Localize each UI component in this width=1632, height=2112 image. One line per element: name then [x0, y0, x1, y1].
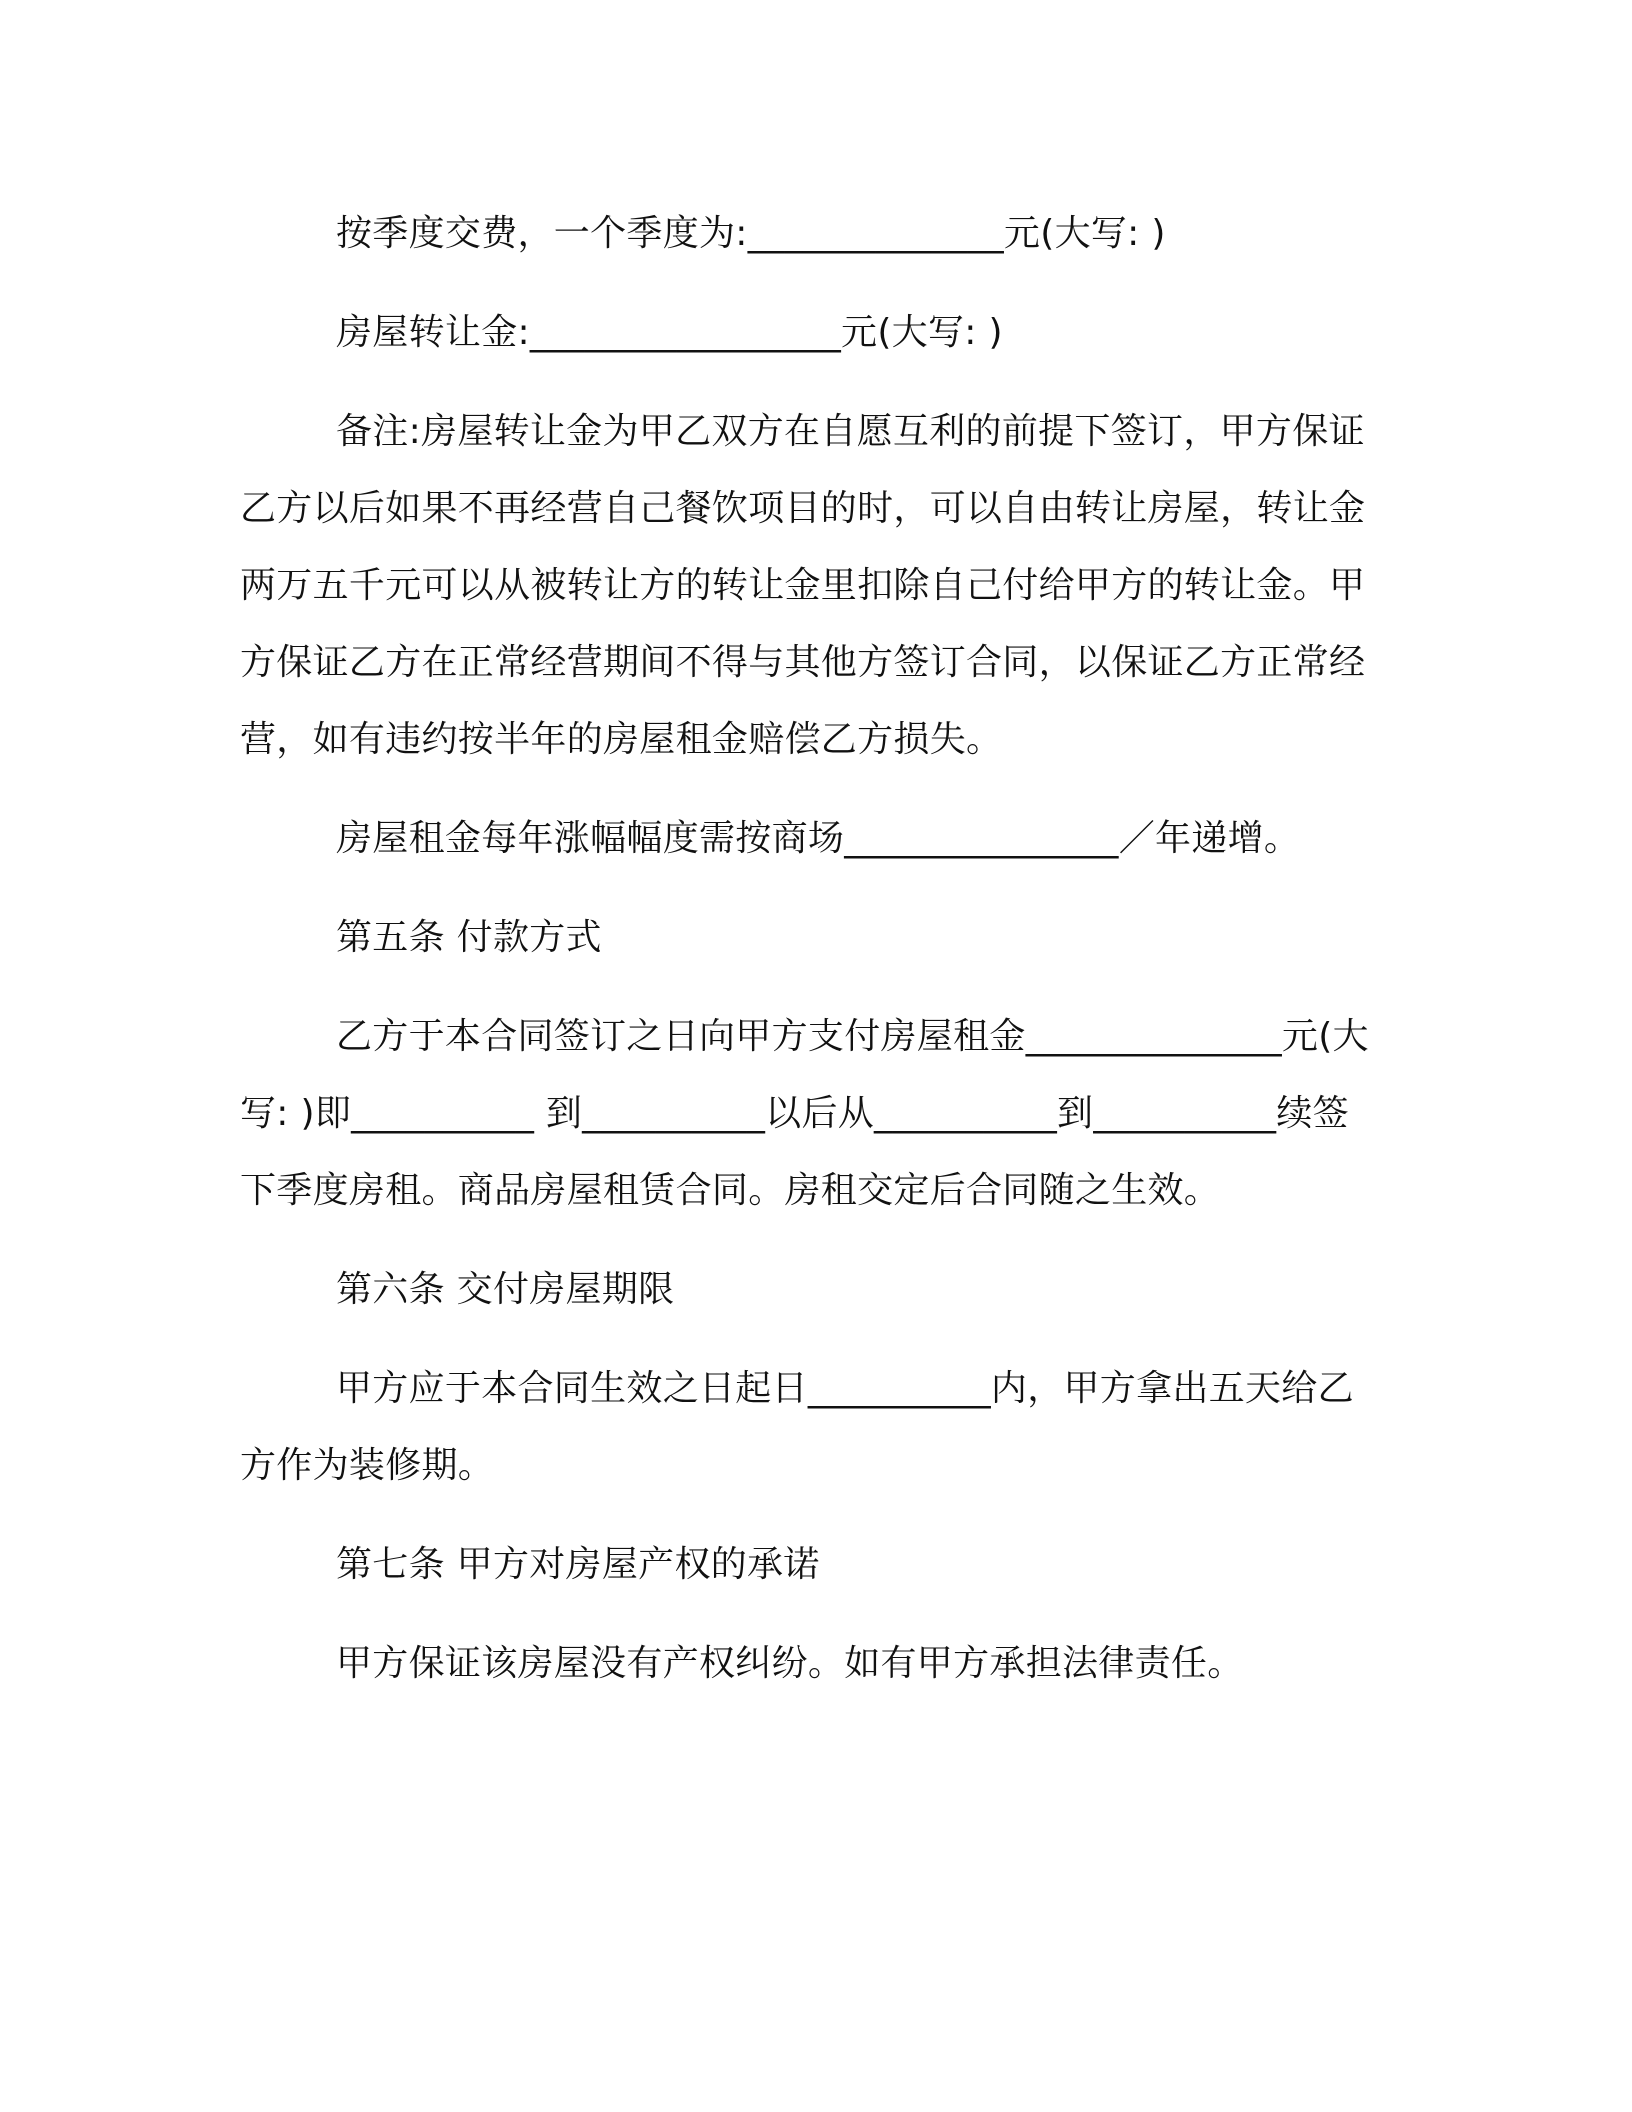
paragraph-transfer-fee: 房屋转让金:_________________元(大写: ) — [336, 312, 1003, 353]
paragraph-property-right: 甲方保证该房屋没有产权纠纷。如有甲方承担法律责任。 — [336, 1643, 1244, 1684]
paragraph-delivery-period: 甲方应于本合同生效之日起日__________内，甲方拿出五天给乙方作为装修期。 — [240, 1368, 1354, 1486]
document-body — [240, 195, 1380, 1702]
heading-article-6: 第六条 交付房屋期限 — [336, 1269, 675, 1310]
heading-article-5: 第五条 付款方式 — [336, 917, 602, 958]
paragraph-quarterly-fee: 按季度交费，一个季度为:______________元(大写: ) — [336, 213, 1166, 254]
paragraph-payment-method: 乙方于本合同签订之日向甲方支付房屋租金______________元(大写: )即__________ 到__________以后从__________到__________续签下季度房租。商品房屋租赁合同。房租交定后合同随之生效。 — [240, 1016, 1369, 1211]
paragraph-remark: 备注:房屋转让金为甲乙双方在自愿互利的前提下签订，甲方保证乙方以后如果不再经营自己餐饮项目的时，可以自由转让房屋，转让金两万五千元可以从被转让方的转让金里扣除自己付给甲方的转让金。甲方保证乙方在正常经营期间不得与其他方签订合同，以保证乙方正常经营，如有违约按半年的房屋租金赔偿乙方损失。 — [240, 411, 1366, 760]
paragraph-rent-increase: 房屋租金每年涨幅幅度需按商场_______________／年递增。 — [336, 818, 1301, 859]
heading-article-7: 第七条 甲方对房屋产权的承诺 — [336, 1544, 820, 1585]
